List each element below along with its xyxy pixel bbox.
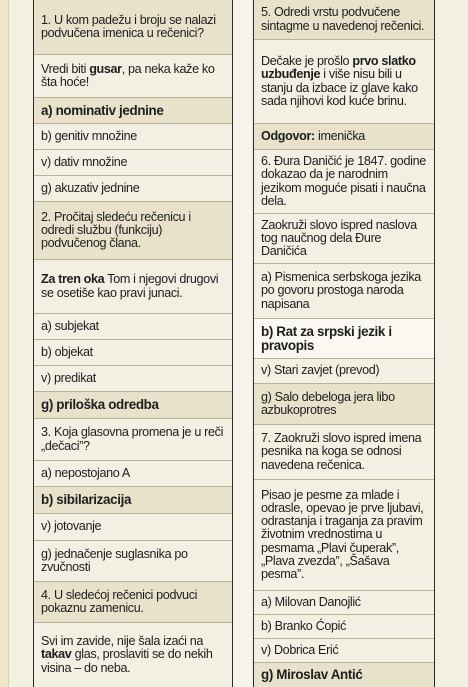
option[interactable] bbox=[254, 639, 434, 663]
option[interactable] bbox=[254, 615, 434, 639]
question-5-passage bbox=[254, 40, 434, 124]
answer-label: Odgovor: bbox=[261, 128, 315, 143]
underlined-word: Za tren oka bbox=[41, 272, 105, 287]
option-label: g) akuzativ jednine bbox=[41, 180, 140, 195]
option-label: v) dativ množine bbox=[41, 154, 128, 169]
question-4-passage bbox=[34, 623, 232, 687]
option-label: v) jotovanje bbox=[41, 519, 102, 534]
option[interactable] bbox=[34, 314, 232, 340]
question-7-passage-text: Pisao je pesme za mlade i odrasle, opevao je prve ljubavi, odrastanja i traganja za pravim životnim vrednostima u pesmama „Plavi čuperak”, „Plava zvezda”, „Šašava pesma”. bbox=[261, 487, 424, 581]
option-correct[interactable] bbox=[34, 98, 232, 124]
option-correct[interactable] bbox=[254, 319, 434, 359]
option-label: a) Pismenica serbskoga jezika po govoru prostoga naroda napisana bbox=[261, 270, 421, 311]
question-6-text: 6. Đura Daničić je 1847. godine dokazao da je narodnim jezikom moguće pisati i naučna dela. bbox=[261, 154, 426, 208]
option-label: b) Branko Ćopić bbox=[261, 618, 347, 633]
option[interactable] bbox=[34, 340, 232, 366]
column-gap bbox=[233, 0, 251, 687]
passage-post: , pa neka kaže ko šta hoće! bbox=[41, 61, 215, 89]
left-column bbox=[33, 0, 233, 687]
question-6 bbox=[254, 150, 434, 214]
question-6-instruction-text: Zaokruži slovo ispred naslova tog naučnog dela Đure Daničića bbox=[261, 217, 417, 259]
question-7-passage bbox=[254, 480, 434, 591]
question-2-text: 2. Pročitaj sledeću rečenicu i odredi službu (funkciju) podvučenog člana. bbox=[41, 209, 191, 251]
option-label: v) Dobrica Erić bbox=[261, 642, 339, 657]
question-6-instruction bbox=[254, 214, 434, 264]
page-edge-strip bbox=[0, 0, 9, 687]
question-1-text: 1. U kom padežu i broju se nalazi podvučena imenica u rečenici? bbox=[41, 12, 216, 40]
option-label: a) Milovan Danojlić bbox=[261, 594, 361, 609]
option[interactable] bbox=[34, 461, 232, 487]
option[interactable] bbox=[254, 591, 434, 615]
passage-pre: Svi im zavide, nije šala izaći na bbox=[41, 634, 204, 649]
option-label: b) Rat za srpski jezik i pravopis bbox=[261, 324, 392, 353]
option-label: g) priloška odredba bbox=[41, 397, 159, 413]
question-4 bbox=[34, 582, 232, 623]
passage-post: i više nisu bili u stanju da izbace iz glave kako sada njihovi kod kuće brinu. bbox=[261, 67, 418, 108]
option-label: a) subjekat bbox=[41, 318, 99, 333]
option-label: g) Miroslav Antić bbox=[261, 667, 363, 683]
question-2 bbox=[34, 202, 232, 260]
option[interactable] bbox=[34, 514, 232, 541]
question-5 bbox=[254, 0, 434, 40]
option[interactable] bbox=[34, 366, 232, 392]
option[interactable] bbox=[34, 124, 232, 150]
question-7-text: 7. Zaokruži slovo ispred imena pesnika na koga se odnosi navedena rečenica. bbox=[261, 431, 422, 472]
option[interactable] bbox=[34, 541, 232, 582]
option[interactable] bbox=[34, 150, 232, 176]
option-label: b) sibilarizacija bbox=[41, 492, 132, 508]
option[interactable] bbox=[254, 264, 434, 319]
passage-pre: Dečake je prošlo bbox=[261, 54, 353, 69]
right-column bbox=[253, 0, 435, 687]
answer-value: imenička bbox=[314, 128, 365, 143]
underlined-word: gusar bbox=[89, 61, 122, 76]
question-1-passage bbox=[34, 55, 232, 98]
option[interactable] bbox=[254, 359, 434, 384]
option-label: g) Salo debeloga jera libo azbukoprotres bbox=[261, 389, 395, 417]
passage-post: Tom i njegovi drugovi se osetiše kao pravi junaci. bbox=[41, 272, 219, 300]
passage-pre: Vredi biti bbox=[41, 61, 90, 76]
question-3 bbox=[34, 419, 232, 461]
option-label: v) Stari zavjet (prevod) bbox=[261, 363, 380, 378]
pronoun-word: takav bbox=[41, 647, 72, 662]
option-label: a) nepostojano A bbox=[41, 465, 130, 480]
option-label: g) jednačenje suglasnika po zvučnosti bbox=[41, 546, 188, 574]
question-4-text: 4. U sledećoj rečenici podvuci pokaznu zamenicu. bbox=[41, 587, 198, 615]
question-1 bbox=[34, 0, 232, 55]
option-correct[interactable] bbox=[254, 663, 434, 687]
passage-post: glas, proslaviti se do nekih visina – do neba. bbox=[41, 647, 213, 675]
option-label: b) objekat bbox=[41, 344, 93, 359]
question-2-passage bbox=[34, 260, 232, 314]
option-label: a) nominativ jednine bbox=[41, 102, 164, 118]
question-3-text: 3. Koja glasovna promena je u reči „dečaci”? bbox=[41, 425, 224, 453]
option-correct[interactable] bbox=[34, 392, 232, 419]
question-7 bbox=[254, 425, 434, 480]
underlined-phrase: prvo slatko uzbuđenje bbox=[261, 54, 416, 82]
option-label: v) predikat bbox=[41, 370, 96, 385]
question-5-answer bbox=[254, 124, 434, 150]
option[interactable] bbox=[254, 384, 434, 425]
question-5-text: 5. Odredi vrstu podvučene sintagme u navedenoj rečenici. bbox=[261, 5, 425, 33]
option-label: b) genitiv množine bbox=[41, 128, 137, 143]
option-correct[interactable] bbox=[34, 487, 232, 514]
option[interactable] bbox=[34, 176, 232, 202]
